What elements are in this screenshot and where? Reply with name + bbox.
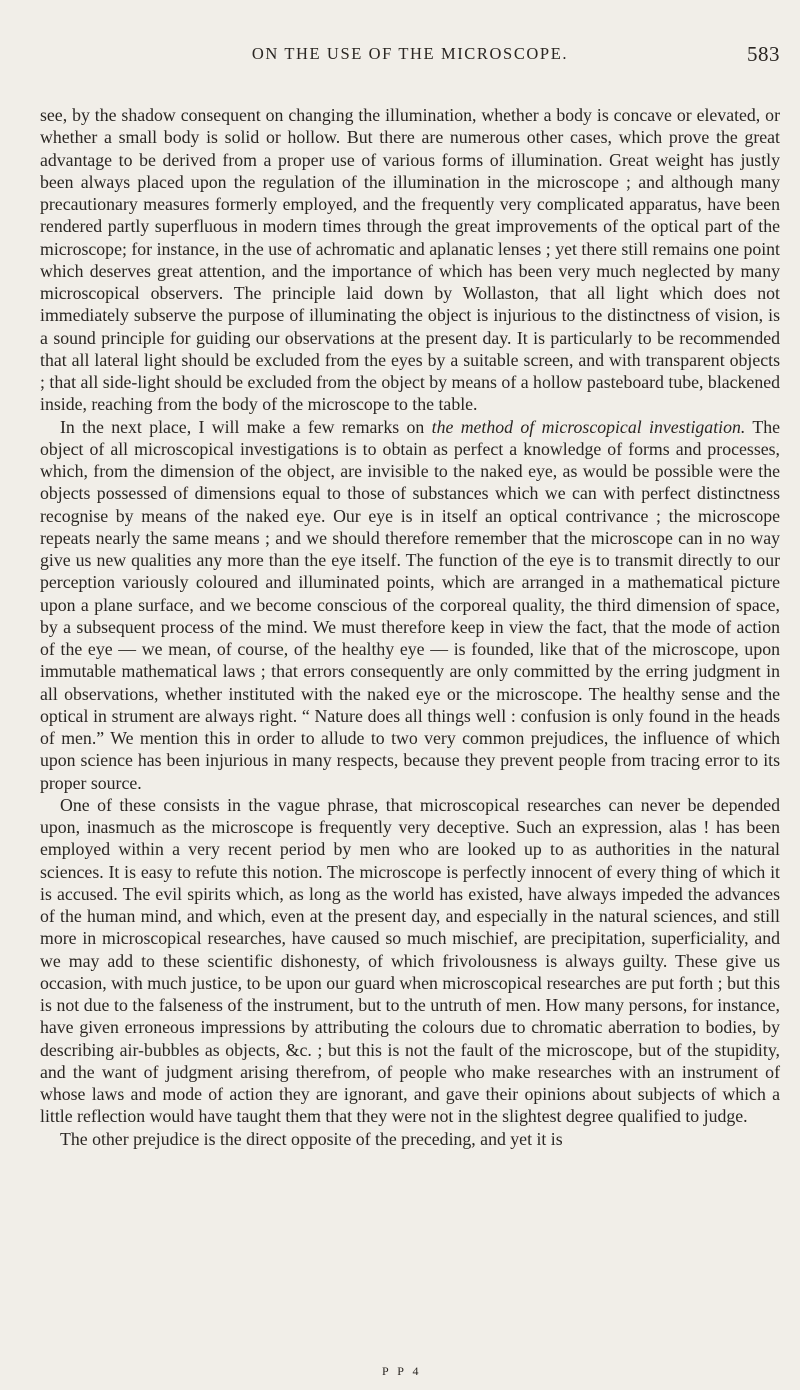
paragraph-3 — [40, 794, 780, 1128]
paragraph-3-text: One of these consists in the vague phrase, that microscopical researches can never be depended upon, inasmuch as the microscope is frequently very deceptive. Such an expression, alas ! has been employed within a very recent period by men who are looked up to as authorities in the natural sciences. It is easy to refute this notion. The microscope is perfectly innocent of every thing of which it is accused. The evil spirits which, as long as the world has existed, have always impeded the advances of the human mind, and which, even at the present day, and especially in the natural sciences, and still more in microscopical researches, have caused so much mischief, are precipitation, superficiality, and we may add to these scientific dishonesty, of which frivolousness is always guilty. These give us occasion, with much justice, to be upon our guard when microscopical researches are put forth ; but this is not due to the falseness of the instrument, but to the untruth of men. How many persons, for instance, have given erroneous impressions by attributing the colours due to chromatic aberration to bodies, by describing air-bubbles as objects, &c. ; but this is not the fault of the microscope, but of the stupidity, and the want of judgment arising therefrom, of people who make researches with an instrument of whose laws and mode of action they are ignorant, and gave their opinions about subjects of which a little reflection would have taught them that they were not in the slightest degree qualified to judge. — [40, 794, 780, 1127]
paragraph-1 — [40, 104, 780, 416]
paragraph-2-italic-phrase: the method of microscopical investigation. — [431, 416, 746, 437]
paragraph-1-text: see, by the shadow consequent on changing the illumination, whether a body is concave or elevated, or whether a small body is solid or hollow. But there are numerous other cases, which prove the great advantage to be derived from a proper use of various forms of illumination. Great weight has justly been always placed upon the regulation of the illumination in the microscope ; and although many precautionary measures formerly employed, and the frequently very complicated apparatus, have been rendered partly superfluous in modern times through the great improvements of the optical part of the microscope; for instance, in the use of achromatic and aplanatic lenses ; yet there still remains one point which deserves great attention, and the importance of which has been very much neglected by many microscopical observers. The principle laid down by Wollaston, that all light which does not immediately subserve the purpose of illuminating the object is injurious to the distinctness of vision, is a sound principle for guiding our observations at the present day. It is particularly to be recommended that all lateral light should be excluded from the eyes by a suitable screen, and with transparent objects ; that all side-light should be excluded from the object by means of a hollow pasteboard tube, blackened inside, reaching from the body of the microscope to the table. — [40, 105, 780, 415]
running-title: ON THE USE OF THE MICROSCOPE. — [251, 44, 569, 63]
paragraph-2-text-a: In the next place, I will make a few remarks on — [60, 416, 432, 437]
paragraph-2-text-b: The object of all microscopical investigations is to obtain as perfect a knowledge of forms and processes, which, from the dimension of the object, are invisible to the naked eye, as would be possible were the objects possessed of dimensions equal to those of substances which we can with perfect distinctness recognise by means of the naked eye. Our eye is in itself an optical contrivance ; the microscope repeats nearly the same means ; and we should therefore remember that the microscope can in no way give us new qualities any more than the eye itself. The function of the eye is to transmit directly to our perception variously coloured and illuminated points, which are arranged in a mathematical picture upon a plane surface, and we become conscious of the corporeal quality, the third dimension of space, by a subsequent process of the mind. We must therefore keep in view the fact, that the mode of action of the eye — we mean, of course, of the healthy eye — is founded, like that of the microscope, upon immutable mathematical laws ; that errors consequently are only committed by the erring judgment in all observations, whether instituted with the naked eye or the microscope. The healthy sense and the optical in strument are always right. “ Nature does all things well : confusion is only found in the heads of men.” We mention this in order to allude to two very common prejudices, the influence of which upon science has been injurious in many respects, because they prevent people from tracing error to its proper source. — [40, 416, 780, 793]
running-head — [40, 44, 780, 68]
paragraph-4 — [40, 1128, 780, 1150]
printer-signature: P P 4 — [382, 1364, 422, 1378]
paragraph-4-text: The other prejudice is the direct opposite of the preceding, and yet it is — [60, 1128, 563, 1149]
page-number: 583 — [747, 42, 780, 66]
paragraph-2 — [40, 416, 780, 794]
body-text — [40, 104, 780, 1150]
